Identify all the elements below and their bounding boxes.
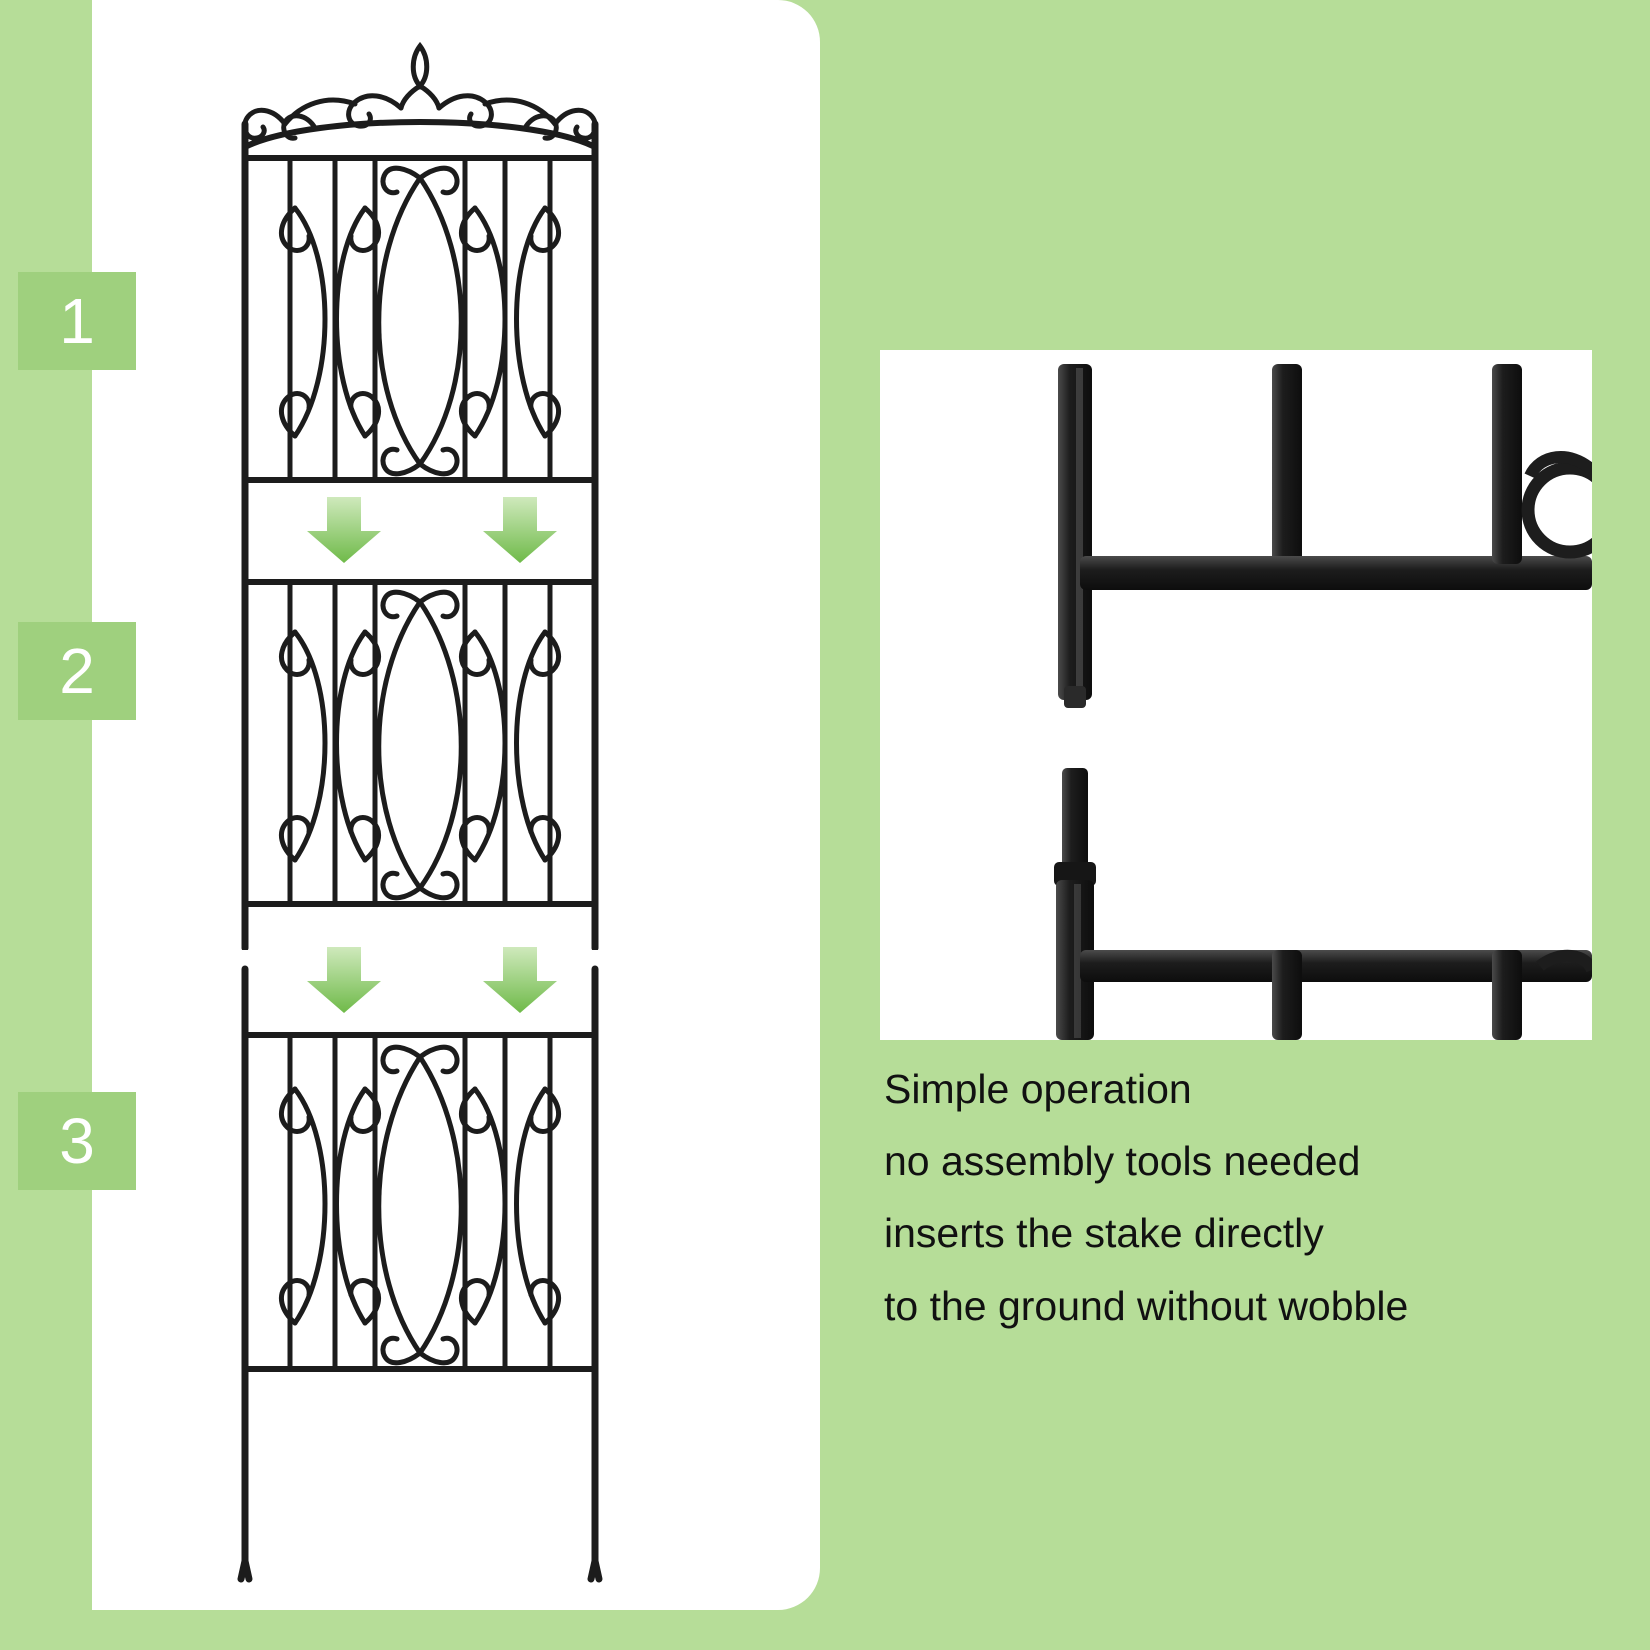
caption-block [884, 1060, 1604, 1349]
caption-line-3: inserts the stake directly [884, 1210, 1324, 1257]
trellis-panel-middle [215, 520, 625, 950]
closeup-stake-connection-photo [880, 350, 1592, 1040]
step-number-2: 2 [59, 635, 95, 707]
step-number-3: 3 [59, 1105, 95, 1177]
caption-line-4: to the ground without wobble [884, 1282, 1409, 1329]
step-number-1: 1 [59, 285, 95, 357]
step-badge-2 [18, 622, 136, 720]
trellis-panel-bottom [215, 965, 625, 1595]
caption-line-2: no assembly tools needed [884, 1138, 1361, 1185]
step-badge-3 [18, 1092, 136, 1190]
caption-line-1: Simple operation [884, 1066, 1192, 1112]
step-badge-1 [18, 272, 136, 370]
trellis-panel-top [215, 28, 625, 528]
